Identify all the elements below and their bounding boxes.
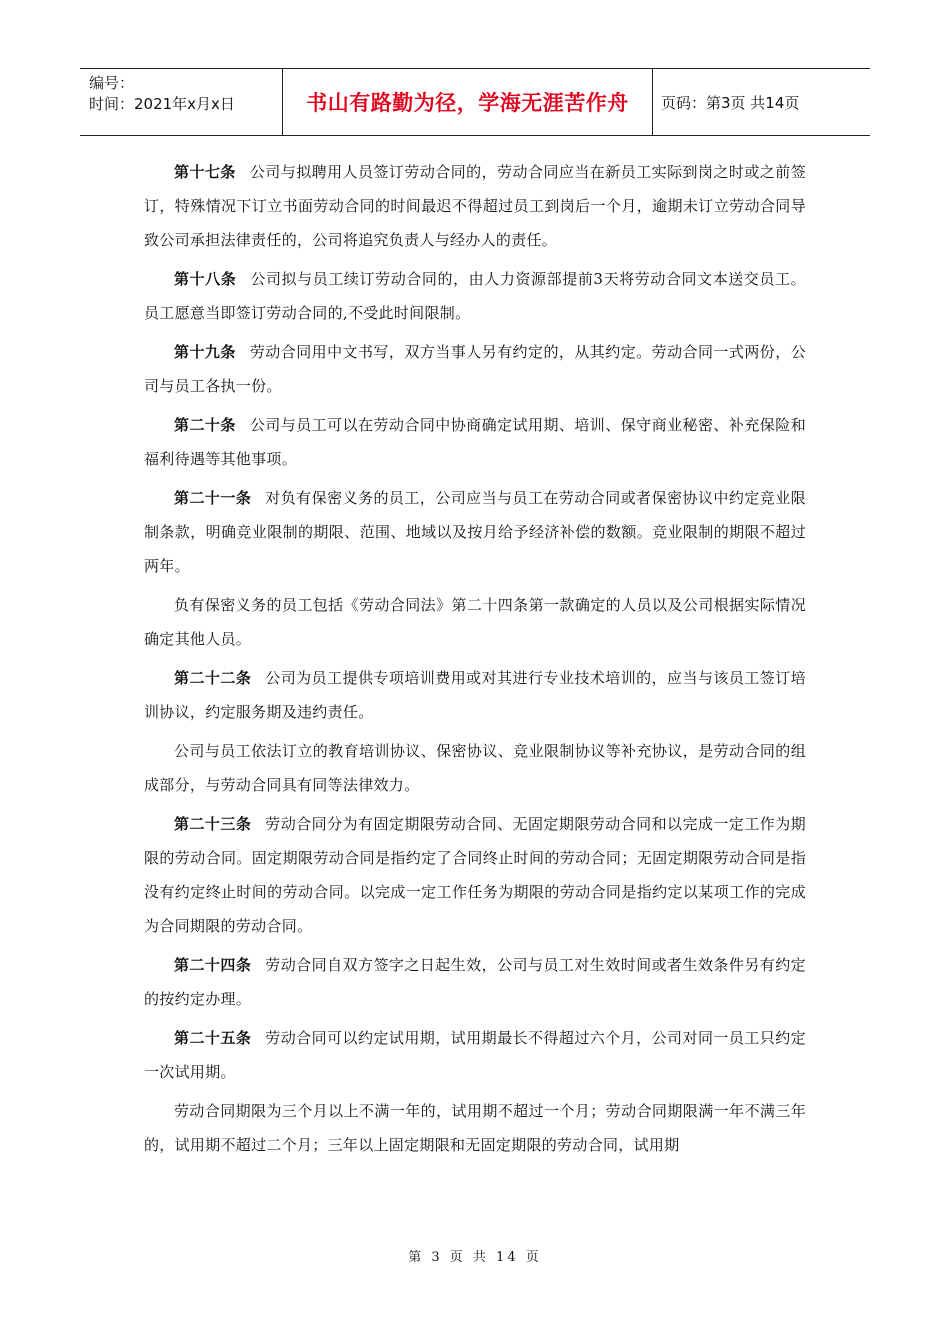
article-21: [144, 481, 806, 583]
page-header: [80, 68, 870, 136]
article-label: 第十七条: [174, 163, 236, 181]
article-22: [144, 661, 806, 729]
article-label: 第二十三条: [174, 815, 252, 833]
article-text: 劳动合同分为有固定期限劳动合同、无固定期限劳动合同和以完成一定工作为期限的劳动合同。固定期限劳动合同是指约定了合同终止时间的劳动合同；无固定期限劳动合同是指没有约定终止时间的劳动合同。以完成一定工作任务为期限的劳动合同是指约定以某项工作的完成为合同期限的劳动合同。: [144, 815, 806, 935]
article-text: 劳动合同可以约定试用期，试用期最长不得超过六个月，公司对同一员工只约定一次试用期。: [144, 1029, 806, 1081]
article-text: 公司拟与员工续订劳动合同的，由人力资源部提前3天将劳动合同文本送交员工。员工愿意当即签订劳动合同的,不受此时间限制。: [144, 270, 806, 322]
header-meta: [80, 69, 283, 135]
header-page-info: 页码：第3页 共14页: [661, 93, 800, 112]
article-text: 劳动合同用中文书写，双方当事人另有约定的，从其约定。劳动合同一式两份，公司与员工各执一份。: [144, 343, 807, 395]
page-footer: 第 3 页 共 14 页: [408, 1250, 542, 1265]
article-text: 负有保密义务的员工包括《劳动合同法》第二十四条第一款确定的人员以及公司根据实际情况确定其他人员。: [144, 596, 806, 648]
article-text: 劳动合同自双方签字之日起生效，公司与员工对生效时间或者生效条件另有约定的按约定办理。: [144, 956, 806, 1008]
article-18: [144, 262, 806, 330]
article-label: 第二十二条: [174, 669, 252, 687]
document-number: 编号：: [89, 74, 135, 92]
article-label: 第十八条: [174, 270, 237, 288]
article-label: 第十九条: [174, 343, 236, 361]
article-text: 公司与员工可以在劳动合同中协商确定试用期、培训、保守商业秘密、补充保险和福利待遇等其他事项。: [144, 416, 807, 468]
article-21-clause-2: [144, 588, 806, 656]
article-19: [144, 335, 806, 403]
article-25-clause-2: [144, 1094, 806, 1162]
article-20: [144, 408, 806, 476]
article-label: 第二十一条: [174, 489, 252, 507]
article-text: 公司为员工提供专项培训费用或对其进行专业技术培训的，应当与该员工签订培训协议，约定服务期及违约责任。: [144, 669, 806, 721]
article-text: 对负有保密义务的员工，公司应当与员工在劳动合同或者保密协议中约定竞业限制条款，明确竞业限制的期限、范围、地域以及按月给予经济补偿的数额。竞业限制的期限不超过两年。: [144, 489, 806, 575]
article-text: 公司与员工依法订立的教育培训协议、保密协议、竞业限制协议等补充协议，是劳动合同的组成部分，与劳动合同具有同等法律效力。: [144, 742, 806, 794]
article-text: 公司与拟聘用人员签订劳动合同的，劳动合同应当在新员工实际到岗之时或之前签订，特殊情况下订立书面劳动合同的时间最迟不得超过员工到岗后一个月，逾期未订立劳动合同导致公司承担法律责任的，公司将追究负责人与经办人的责任。: [144, 163, 807, 249]
article-17: [144, 155, 806, 257]
article-label: 第二十五条: [174, 1029, 252, 1047]
article-label: 第二十条: [174, 416, 236, 434]
article-label: 第二十四条: [174, 956, 252, 974]
document-date: 时间：2021年x月x日: [89, 95, 235, 113]
header-motto: 书山有路勤为径，学海无涯苦作舟: [283, 69, 653, 135]
article-text: 劳动合同期限为三个月以上不满一年的，试用期不超过一个月；劳动合同期限满一年不满三年的，试用期不超过二个月；三年以上固定期限和无固定期限的劳动合同，试用期: [144, 1102, 806, 1154]
article-23: [144, 807, 806, 943]
article-25: [144, 1021, 806, 1089]
article-22-clause-2: [144, 734, 806, 802]
article-24: [144, 948, 806, 1016]
document-body: [144, 155, 806, 1167]
